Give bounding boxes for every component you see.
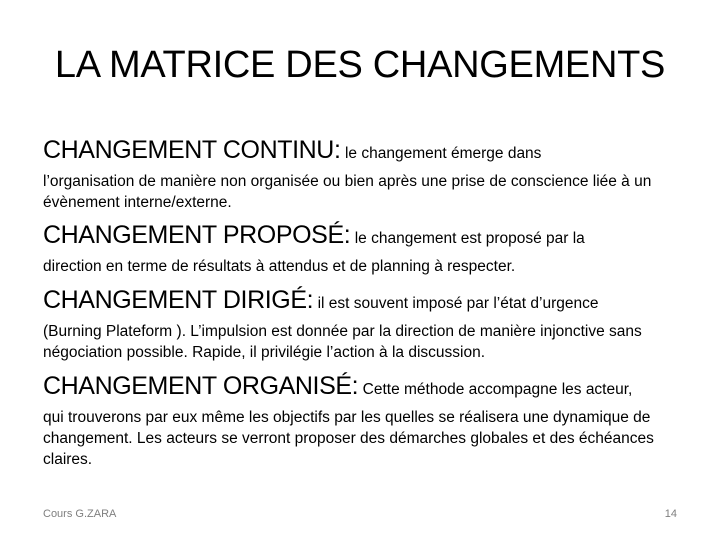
entry-changement-continu <box>43 134 688 213</box>
entry-term: CHANGEMENT ORGANISÉ: <box>43 372 359 400</box>
entry-term: CHANGEMENT PROPOSÉ: <box>43 221 351 249</box>
entry-changement-dirige <box>43 284 688 363</box>
entry-changement-propose <box>43 219 688 277</box>
entry-head <box>43 219 688 255</box>
entry-lead: le changement émerge dans <box>344 145 542 162</box>
entry-body: (Burning Plateform ). L’impulsion est donnée par la direction de manière injonctive sans négociation possible. Rapide, il privilégie l’action à la discussion. <box>43 323 642 361</box>
slide-number: 14 <box>664 508 677 520</box>
entry-head <box>43 370 688 406</box>
entry-changement-organise <box>43 370 688 470</box>
entry-lead: Cette méthode accompagne les acteur, <box>362 381 633 398</box>
footer-author: Cours G.ZARA <box>43 508 117 520</box>
entry-lead: le changement est proposé par la <box>354 230 585 247</box>
entry-head <box>43 284 688 320</box>
entry-body: l’organisation de manière non organisée ou bien après une prise de conscience liée à un évènement interne/externe. <box>43 173 652 211</box>
slide-content <box>43 134 688 470</box>
slide-title: LA MATRICE DES CHANGEMENTS <box>54 44 666 86</box>
entry-body: qui trouverons par eux même les objectifs par les quelles se réalisera une dynamique de changement. Les acteurs se verront proposer des démarches globales et des échéances claires. <box>43 409 654 468</box>
entry-body: direction en terme de résultats à attendus et de planning à respecter. <box>43 258 516 275</box>
entry-lead: il est souvent imposé par l’état d’urgence <box>317 295 599 312</box>
entry-head <box>43 134 688 170</box>
entry-term: CHANGEMENT DIRIGÉ: <box>43 286 314 314</box>
entry-term: CHANGEMENT CONTINU: <box>43 136 341 164</box>
